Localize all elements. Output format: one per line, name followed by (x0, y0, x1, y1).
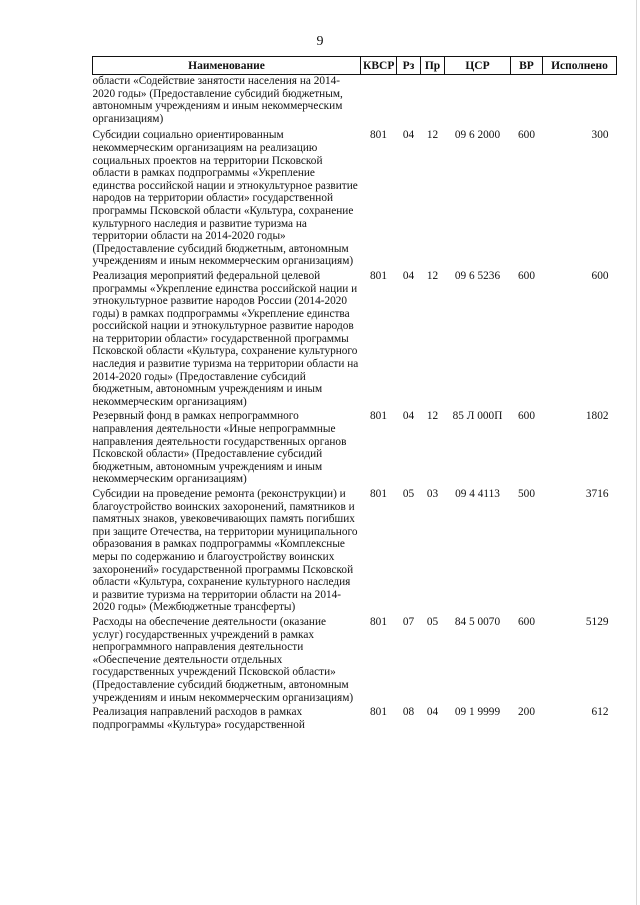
table-row (93, 614, 617, 704)
row-vr: 500 (518, 488, 535, 500)
row-pr: 03 (426, 488, 439, 500)
row-pr: 12 (426, 269, 439, 282)
row-csr: 85 Л 000П (452, 410, 503, 423)
table-row (93, 704, 617, 731)
table-row (93, 408, 617, 486)
row-pr: 04 (426, 706, 439, 719)
row-kvsr: 801 (370, 129, 387, 142)
row-kvsr: 801 (370, 488, 387, 500)
row-name: Субсидии на проведение ремонта (реконструкции) и благоустройство воинских захоронений, памятников и памятных знаков, увековечивающих память погибших при защите Отечества, на территории муниципального образования в рамках подпрограммы «Комплексные меры по содержанию и благоустройству воинских захоронений» государственной программы Псковской области «Культура, сохранение культурного наследия и развитие туризма на территории области на 2014-2020 годы» (Межбюджетные трансферты) (92, 488, 358, 614)
row-amount: 5129 (585, 615, 609, 628)
header-name: Наименование (93, 57, 361, 75)
row-name: Реализация направлений расходов в рамках подпрограммы «Культура» государственной (92, 706, 305, 731)
row-csr: 09 6 5236 (454, 269, 501, 282)
row-amount: 600 (591, 269, 609, 282)
row-name: Субсидии социально ориентированным некоммерческим организациям на реализацию социальных проектов на территории Псковской области в рамках подпрограммы «Укрепление единства российской нации и этнокультурное развитие народов на территории области» государственной программы Псковской области «Культура, сохранение культурного наследия и развитие туризма на территории области на 2014-2020 годы» (Предоставление субсидий бюджетным, автономным учреждениям и иным некоммерческим организациям) (92, 129, 358, 268)
row-amount: 612 (591, 706, 609, 719)
row-vr: 600 (518, 410, 535, 423)
row-kvsr: 801 (370, 410, 387, 423)
row-name: Расходы на обеспечение деятельности (оказание услуг) государственных учреждений в рамках непрограммного направления деятельности «Обеспечение деятельности отдельных государственных учреждений Псковской области» (Предоставление субсидий бюджетным, автономным учреждениям и иным некоммерческим организациям) (92, 615, 354, 704)
row-csr: 84 5 0070 (454, 615, 501, 628)
row-amount: 3716 (585, 488, 609, 500)
row-csr: 09 6 2000 (454, 129, 501, 142)
header-kvsr: КВСР (361, 57, 397, 75)
row-name: Реализация мероприятий федеральной целевой программы «Укрепление единства российской нации и этнокультурное развитие народов России (2014-2020 годы) в рамках подпрограммы «Укрепление единства российской нации и этнокультурное развитие народов на территории области» государственной программы Псковской области «Культура, сохранение культурного наследия и развитие туризма на территории области на 2014-2020 годы» (Предоставление субсидий бюджетным, автономным учреждениям и иным некоммерческим организациям) (92, 269, 359, 408)
header-pr: Пр (421, 57, 445, 75)
continuation-row (93, 75, 617, 128)
row-rz: 05 (402, 488, 415, 500)
row-vr: 600 (518, 129, 535, 142)
row-kvsr: 801 (370, 269, 387, 282)
row-vr: 600 (518, 615, 535, 628)
row-pr: 05 (426, 615, 439, 628)
row-kvsr: 801 (370, 706, 387, 719)
row-rz: 04 (402, 129, 415, 142)
row-vr: 600 (518, 269, 535, 282)
row-rz: 04 (402, 269, 415, 282)
row-rz: 07 (402, 615, 415, 628)
table-row (93, 127, 617, 268)
header-csr: ЦСР (445, 57, 511, 75)
row-kvsr: 801 (370, 615, 387, 628)
row-rz: 04 (402, 410, 415, 423)
row-vr: 200 (518, 706, 535, 719)
scan-edge-line (636, 0, 637, 905)
header-rz: Рз (397, 57, 421, 75)
table-row (93, 268, 617, 409)
row-pr: 12 (426, 410, 439, 423)
budget-table-container (92, 56, 616, 731)
budget-table (92, 56, 617, 731)
row-amount: 300 (591, 129, 609, 142)
table-header-row (93, 57, 617, 75)
row-rz: 08 (402, 706, 415, 719)
row-csr: 09 1 9999 (454, 706, 501, 719)
page-number: 9 (316, 34, 324, 49)
row-name: Резервный фонд в рамках непрограммного направления деятельности «Иные непрограммные направления деятельности государственных органов Псковской области» (Предоставление субсидий бюджетным, автономным учреждениям и иным некоммерческим организациям) (92, 410, 347, 486)
row-pr: 12 (426, 129, 439, 142)
row-amount: 1802 (585, 410, 609, 423)
header-vr: ВР (511, 57, 543, 75)
row-csr: 09 4 4113 (455, 488, 500, 500)
header-amount: Исполнено (543, 57, 617, 75)
continuation-text: области «Содействие занятости населения на 2014-2020 годы» (Предоставление субсидий бюджетным, автономным учреждениям и иным некоммерческим организациям) (92, 75, 343, 125)
table-row (93, 486, 617, 614)
